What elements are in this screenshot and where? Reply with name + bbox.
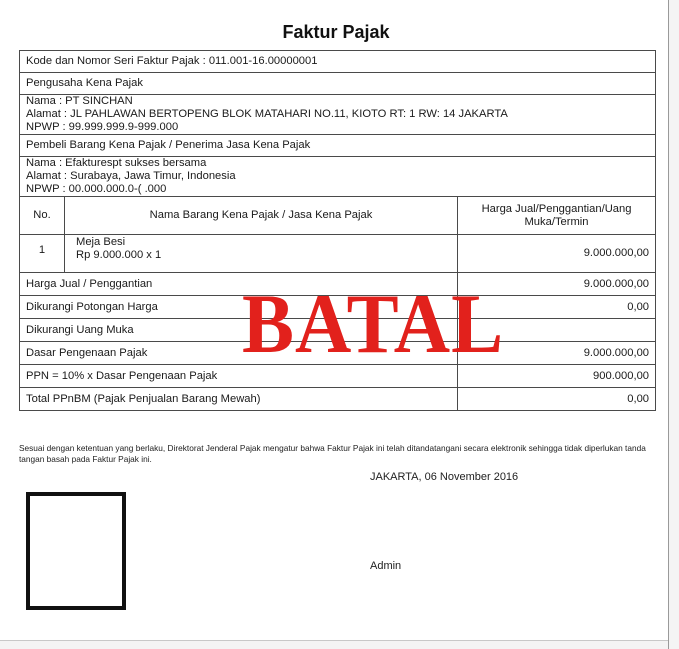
summary-label: Harga Jual / Penggantian: [20, 273, 458, 296]
item-name: Meja Besi: [76, 236, 126, 248]
column-header-description: Nama Barang Kena Pajak / Jasa Kena Pajak: [65, 197, 458, 235]
buyer-address: Alamat : Surabaya, Jawa Timur, Indonesia: [26, 170, 236, 182]
place-date: JAKARTA, 06 November 2016: [370, 471, 519, 483]
disclaimer-text: Sesuai dengan ketentuan yang berlaku, Direktorat Jenderal Pajak mengatur bahwa Faktur Pajak ini telah ditandatangani secara elektronik sehingga tidak diperlukan tanda tangan basah pada Faktur Pajak ini.: [19, 443, 646, 464]
table-row: [20, 235, 656, 273]
seller-address: Alamat : JL PAHLAWAN BERTOPENG BLOK MATAHARI NO.11, KIOTO RT: 1 RW: 14 JAKARTA: [26, 108, 508, 120]
item-number: 1: [20, 235, 65, 273]
page-title: Faktur Pajak: [282, 22, 390, 42]
summary-value: 9.000.000,00: [458, 273, 656, 296]
summary-value: 0,00: [458, 296, 656, 319]
seller-name: Nama : PT SINCHAN: [26, 95, 133, 107]
column-header-no: No.: [20, 197, 65, 235]
buyer-name: Nama : Efakturespt sukses bersama: [26, 157, 207, 169]
qr-code-placeholder: [26, 492, 126, 610]
bottom-edge: [0, 640, 668, 649]
summary-value: 900.000,00: [458, 365, 656, 388]
item-amount: 9.000.000,00: [458, 235, 656, 273]
signer-name: Admin: [370, 560, 402, 572]
buyer-details: [20, 157, 656, 197]
summary-row: [20, 388, 656, 411]
item-detail: Rp 9.000.000 x 1: [76, 249, 162, 261]
summary-label: Total PPnBM (Pajak Penjualan Barang Mewah): [20, 388, 458, 411]
summary-label: Dasar Pengenaan Pajak: [20, 342, 458, 365]
summary-value: 0,00: [458, 388, 656, 411]
summary-label: Dikurangi Uang Muka: [20, 319, 458, 342]
summary-value: 9.000.000,00: [458, 342, 656, 365]
buyer-heading: Pembeli Barang Kena Pajak / Penerima Jasa Kena Pajak: [20, 135, 656, 157]
buyer-npwp: NPWP : 00.000.000.0-( .000: [26, 183, 167, 195]
scrollbar-track[interactable]: [668, 0, 679, 649]
seller-details: [20, 95, 656, 135]
summary-label: Dikurangi Potongan Harga: [20, 296, 458, 319]
batal-stamp: BATAL: [242, 276, 505, 371]
seller-npwp: NPWP : 99.999.999.9-999.000: [26, 121, 179, 133]
summary-label: PPN = 10% x Dasar Pengenaan Pajak: [20, 365, 458, 388]
item-description: [65, 235, 458, 273]
serial-number: Kode dan Nomor Seri Faktur Pajak : 011.001-16.00000001: [20, 51, 656, 73]
seller-heading: Pengusaha Kena Pajak: [20, 73, 656, 95]
column-header-amount: Harga Jual/Penggantian/Uang Muka/Termin: [458, 197, 656, 235]
